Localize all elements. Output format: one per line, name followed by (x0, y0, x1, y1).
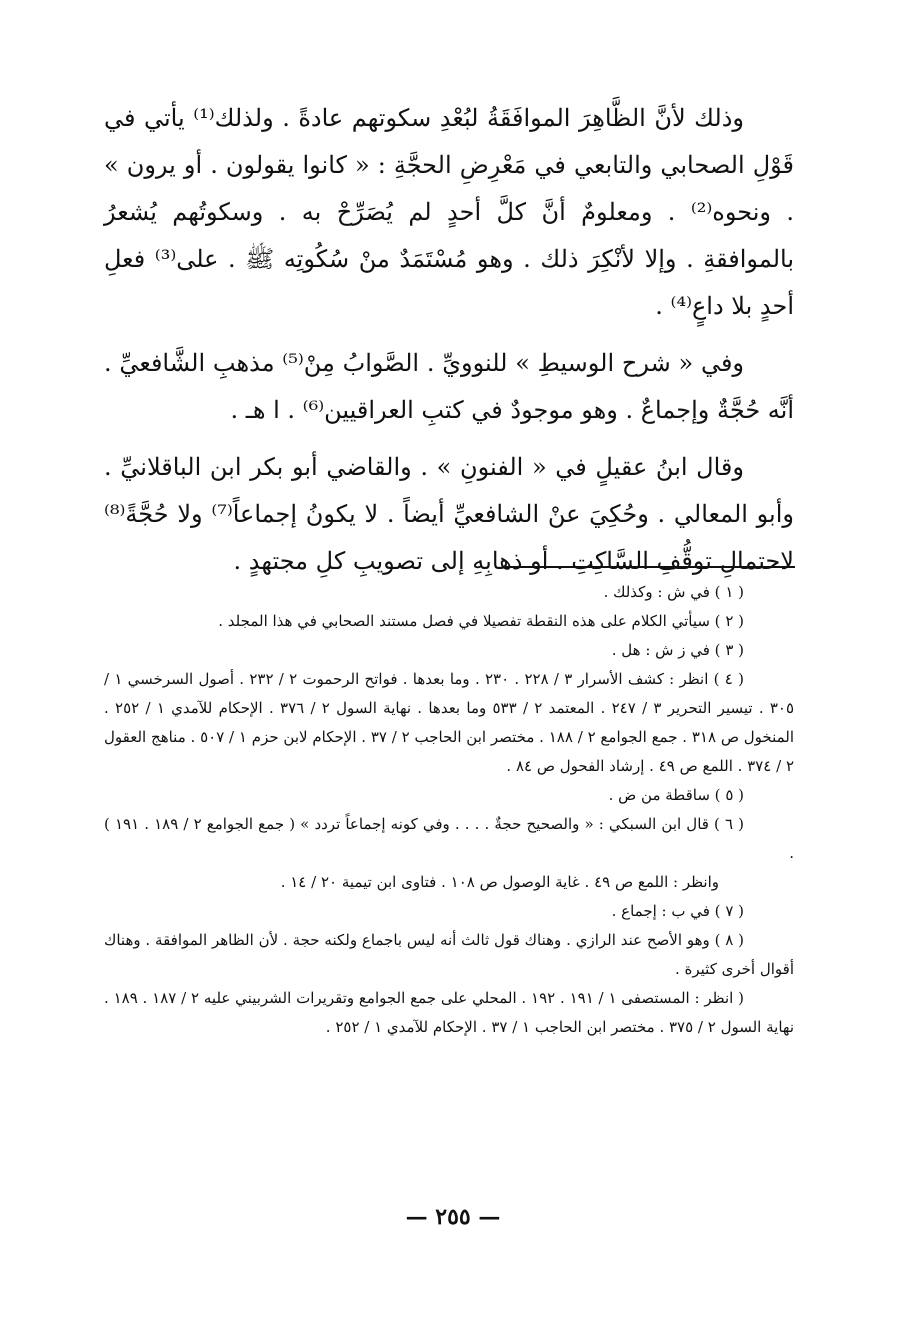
paragraph-1: وذلك لأنَّ الظَّاهِرَ الموافَقَةُ لبُعْدِ سكوتهم عادةً . ولذلك⁽¹⁾ يأتي في قَوْلِ الصحابي والتابعي في مَعْرِضِ الحجَّةِ : « كانوا يقولون . أو يرون » . ونحوه⁽²⁾ . ومعلومٌ أنَّ كلَّ أحدٍ لم يُصَرِّحْ به . وسكوتُهم يُشعرُ بالموافقةِ . وإلا لأنْكِرَ ذلك . وهو مُسْتَمَدٌ منْ سُكُوتِه ﷺ . على⁽³⁾ فعلِ أحدٍ بلا داعٍ⁽⁴⁾ . (104, 104, 795, 320)
footnotes (104, 578, 794, 1042)
footnote-6: ( ٦ ) قال ابن السبكي : « والصحيح حجةٌ . . . . وفي كونه إجماعاً تردد » ( جمع الجوامع ٢ / ١٨٩ . ١٩١ ) . (104, 815, 794, 862)
main-text (104, 95, 794, 585)
footnote-4: ( ٤ ) انظر : كشف الأسرار ٣ / ٢٢٨ . ٢٣٠ . وما بعدها . فواتح الرحموت ٢ / ٢٣٢ . أصول السرخسي ١ / ٣٠٥ . تيسير التحرير ٣ / ٢٤٧ . المعتمد ٢ / ٥٣٣ وما بعدها . نهاية السول ٢ / ٣٧٦ . الإحكام للآمدي ١ / ٢٥٢ . المنخول ص ٣١٨ . جمع الجوامع ٢ / ١٨٨ . مختصر ابن الحاجب ٢ / ٣٧ . الإحكام لابن حزم ١ / ٥٠٧ . مناهج العقول ٢ / ٣٧٤ . اللمع ص ٤٩ . إرشاد الفحول ص ٨٤ . (104, 670, 795, 775)
footnote-3: ( ٣ ) في ز ش : هل . (611, 641, 744, 659)
footnote-separator (505, 566, 795, 568)
paragraph-2: وفي « شرح الوسيطِ » للنوويِّ . الصَّوابُ مِنْ⁽⁵⁾ مذهبِ الشَّافعيِّ . أنَّه حُجَّةٌ وإجماعٌ . وهو موجودٌ في كتبِ العراقيين⁽⁶⁾ . ا هـ . (104, 349, 794, 424)
footnote-8: ( ٨ ) وهو الأصح عند الرازي . وهناك قول ثالث أنه ليس باجماع ولكنه حجة . لأن الظاهر الموافقة . وهناك أقوال أخرى كثيرة . (104, 931, 794, 978)
footnote-7: ( ٧ ) في ب : إجماع . (611, 902, 744, 920)
footnote-1: ( ١ ) في ش : وكذلك . (603, 583, 744, 601)
paragraph-3: وقال ابنُ عقيلٍ في « الفنونِ » . والقاضي أبو بكر ابن الباقلانيِّ . وأبو المعالي . وحُكِيَ عنْ الشافعيِّ أيضاً . لا يكونُ إجماعاً⁽⁷⁾ ولا حُجَّةً⁽⁸⁾ لاحتمالِ توقُّفِ السَّاكِتِ . أو ذهابِهِ إلى تصويبِ كلِ مجتهدٍ . (104, 453, 794, 575)
footnote-5: ( ٥ ) ساقطة من ض . (608, 786, 744, 804)
page-number: — ٢٥٥ — (405, 1204, 501, 1230)
footnote-2: ( ٢ ) سيأتي الكلام على هذه النقطة تفصيلا في فصل مستند الصحابي في هذا المجلد . (218, 612, 744, 630)
footnote-6-continued: وانظر : اللمع ص ٤٩ . غاية الوصول ص ١٠٨ . فتاوى ابن تيمية ٢٠ / ١٤ . (280, 873, 719, 891)
footnote-8-references: ( انظر : المستصفى ١ / ١٩١ . ١٩٢ . المحلي على جمع الجوامع وتقريرات الشربيني عليه ٢ / ١٨٧ . ١٨٩ . نهاية السول ٢ / ٣٧٥ . مختصر ابن الحاجب ١ / ٣٧ . الإحكام للآمدي ١ / ٢٥٢ . (104, 989, 794, 1036)
